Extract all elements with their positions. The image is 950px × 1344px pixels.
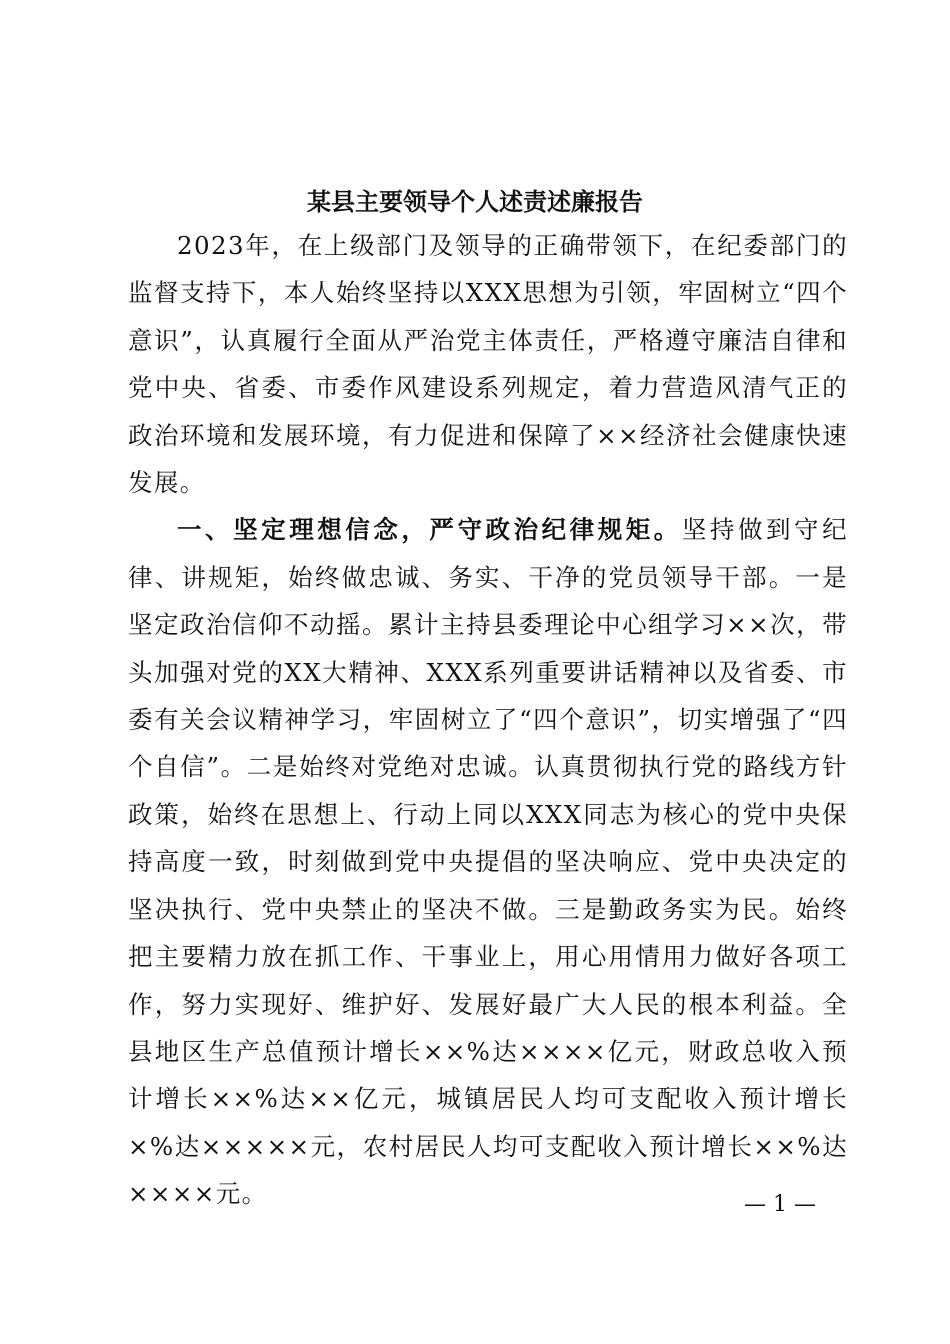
page-number: — 1 — [744, 1192, 816, 1217]
section-one-text: 坚持做到守纪律、讲规矩，始终做忠诚、务实、干净的党员领导干部。一是坚定政治信仰不动摇。累计主持县委理论中心组学习××次，带头加强对党的XX大精神、XXX系列重要讲话精神以及省委、市委有关会议精神学习，牢固树立了“四个意识”，切实增强了“四个自信”。二是始终对党绝对忠诚。认真贯彻执行党的路线方针政策，始终在思想上、行动上同以XXX同志为核心的党中央保持高度一致，时刻做到党中央提倡的坚决响应、党中央决定的坚决执行、党中央禁止的坚决不做。三是勤政务实为民。始终把主要精力放在抓工作、干事业上，用心用情用力做好各项工作，努力实现好、维护好、发展好最广大人民的根本利益。全县地区生产总值预计增长××%达××××亿元，财政总收入预计增长××%达××亿元，城镇居民人均可支配收入预计增长×%达×××××元，农村居民人均可支配收入预计增长××%达××××元。 [128, 515, 848, 1209]
section-one-heading: 一、坚定理想信念，严守政治纪律规矩。 [177, 515, 682, 545]
document-title: 某县主要领导个人述责述廉报告 [307, 187, 643, 216]
paragraph-section-one [128, 506, 848, 1217]
document-body [128, 222, 848, 1218]
paragraph-intro-text: 2023年，在上级部门及领导的正确带领下，在纪委部门的监督支持下，本人始终坚持以XXX思想为引领，牢固树立“四个意识”，认真履行全面从严治党主体责任，严格遵守廉洁自律和党中央、省委、市委作风建设系列规定，着力营造风清气正的政治环境和发展环境，有力促进和保障了××经济社会健康快速发展。 [128, 231, 848, 498]
paragraph-intro [128, 222, 848, 506]
